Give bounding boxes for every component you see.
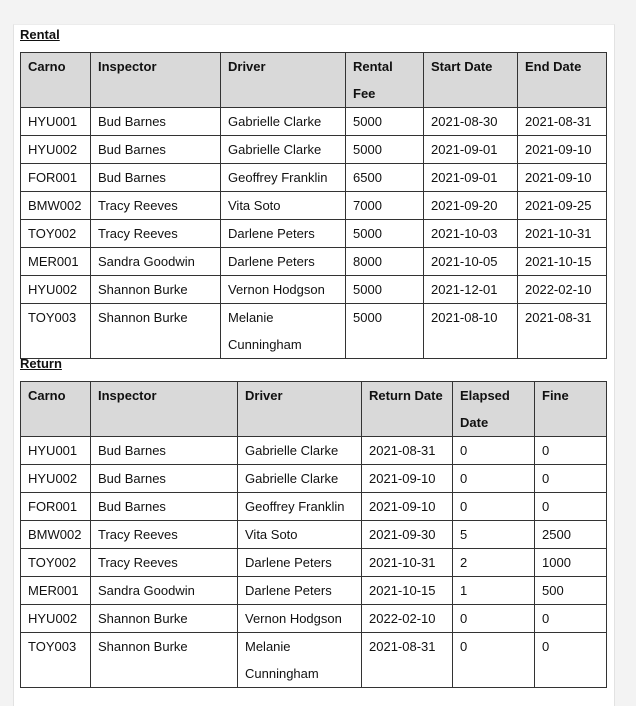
rental-cell-start-date: 2021-09-20 (424, 192, 518, 220)
column-header-inspector: Inspector (91, 382, 238, 437)
rental-cell-start-date: 2021-09-01 (424, 136, 518, 164)
return-cell-inspector: Bud Barnes (91, 437, 238, 465)
column-header-rental-fee: Rental Fee (346, 53, 424, 108)
return-cell-return-date: 2021-10-15 (362, 577, 453, 605)
return-cell-driver: Melanie Cunningham (238, 633, 362, 688)
rental-cell-end-date: 2021-09-10 (518, 136, 607, 164)
return-table-row (21, 549, 607, 577)
rental-cell-carno: HYU001 (21, 108, 91, 136)
rental-table (20, 52, 607, 359)
return-cell-elapsed-date: 5 (453, 521, 535, 549)
rental-cell-end-date: 2021-08-31 (518, 304, 607, 359)
return-cell-elapsed-date: 0 (453, 605, 535, 633)
rental-cell-rental-fee: 8000 (346, 248, 424, 276)
return-table-row (21, 437, 607, 465)
return-cell-inspector: Shannon Burke (91, 605, 238, 633)
return-cell-fine: 0 (535, 605, 607, 633)
return-cell-driver: Geoffrey Franklin (238, 493, 362, 521)
return-cell-inspector: Tracy Reeves (91, 521, 238, 549)
rental-cell-carno: FOR001 (21, 164, 91, 192)
return-cell-carno: FOR001 (21, 493, 91, 521)
rental-cell-driver: Darlene Peters (221, 248, 346, 276)
rental-table-row (21, 276, 607, 304)
rental-cell-carno: BMW002 (21, 192, 91, 220)
rental-cell-rental-fee: 7000 (346, 192, 424, 220)
rental-cell-end-date: 2022-02-10 (518, 276, 607, 304)
rental-table-row (21, 304, 607, 359)
rental-cell-driver: Gabrielle Clarke (221, 136, 346, 164)
return-header-row (21, 382, 607, 437)
return-cell-inspector: Bud Barnes (91, 465, 238, 493)
rental-cell-start-date: 2021-09-01 (424, 164, 518, 192)
return-table-row (21, 633, 607, 688)
rental-cell-rental-fee: 5000 (346, 136, 424, 164)
return-cell-driver: Vita Soto (238, 521, 362, 549)
rental-cell-start-date: 2021-10-05 (424, 248, 518, 276)
rental-cell-carno: TOY003 (21, 304, 91, 359)
return-cell-carno: MER001 (21, 577, 91, 605)
return-table-row (21, 465, 607, 493)
rental-cell-rental-fee: 5000 (346, 108, 424, 136)
return-cell-return-date: 2022-02-10 (362, 605, 453, 633)
rental-table-row (21, 192, 607, 220)
return-cell-inspector: Sandra Goodwin (91, 577, 238, 605)
rental-cell-end-date: 2021-09-10 (518, 164, 607, 192)
rental-cell-driver: Gabrielle Clarke (221, 108, 346, 136)
rental-section-title: Rental (20, 27, 60, 42)
return-cell-fine: 2500 (535, 521, 607, 549)
rental-cell-carno: HYU002 (21, 276, 91, 304)
column-header-carno: Carno (21, 382, 91, 437)
column-header-end-date: End Date (518, 53, 607, 108)
return-table-row (21, 605, 607, 633)
rental-cell-end-date: 2021-09-25 (518, 192, 607, 220)
return-cell-carno: BMW002 (21, 521, 91, 549)
column-header-carno: Carno (21, 53, 91, 108)
rental-table-row (21, 136, 607, 164)
rental-cell-rental-fee: 6500 (346, 164, 424, 192)
return-cell-driver: Vernon Hodgson (238, 605, 362, 633)
column-header-driver: Driver (221, 53, 346, 108)
rental-cell-inspector: Bud Barnes (91, 108, 221, 136)
return-cell-driver: Gabrielle Clarke (238, 437, 362, 465)
column-header-inspector: Inspector (91, 53, 221, 108)
return-cell-inspector: Bud Barnes (91, 493, 238, 521)
rental-table-row (21, 108, 607, 136)
return-cell-return-date: 2021-09-10 (362, 465, 453, 493)
rental-cell-start-date: 2021-08-10 (424, 304, 518, 359)
return-cell-return-date: 2021-08-31 (362, 633, 453, 688)
column-header-driver: Driver (238, 382, 362, 437)
rental-cell-inspector: Sandra Goodwin (91, 248, 221, 276)
return-table-row (21, 577, 607, 605)
return-cell-elapsed-date: 0 (453, 465, 535, 493)
return-cell-carno: HYU002 (21, 465, 91, 493)
rental-cell-driver: Melanie Cunningham (221, 304, 346, 359)
rental-cell-carno: MER001 (21, 248, 91, 276)
return-cell-elapsed-date: 2 (453, 549, 535, 577)
return-table-row (21, 521, 607, 549)
return-cell-carno: TOY002 (21, 549, 91, 577)
rental-table-row (21, 164, 607, 192)
rental-cell-inspector: Bud Barnes (91, 136, 221, 164)
return-table-row (21, 493, 607, 521)
rental-cell-driver: Geoffrey Franklin (221, 164, 346, 192)
rental-cell-end-date: 2021-08-31 (518, 108, 607, 136)
return-cell-inspector: Shannon Burke (91, 633, 238, 688)
rental-cell-inspector: Tracy Reeves (91, 220, 221, 248)
rental-cell-inspector: Shannon Burke (91, 276, 221, 304)
rental-cell-driver: Darlene Peters (221, 220, 346, 248)
return-cell-fine: 1000 (535, 549, 607, 577)
return-cell-inspector: Tracy Reeves (91, 549, 238, 577)
return-cell-fine: 0 (535, 633, 607, 688)
column-header-elapsed-date: Elapsed Date (453, 382, 535, 437)
rental-cell-rental-fee: 5000 (346, 220, 424, 248)
column-header-start-date: Start Date (424, 53, 518, 108)
return-cell-return-date: 2021-09-10 (362, 493, 453, 521)
rental-cell-start-date: 2021-08-30 (424, 108, 518, 136)
return-cell-carno: HYU001 (21, 437, 91, 465)
return-cell-fine: 500 (535, 577, 607, 605)
column-header-return-date: Return Date (362, 382, 453, 437)
return-table (20, 381, 607, 688)
return-cell-carno: HYU002 (21, 605, 91, 633)
rental-cell-carno: HYU002 (21, 136, 91, 164)
document-page (13, 24, 615, 706)
rental-cell-rental-fee: 5000 (346, 276, 424, 304)
rental-cell-inspector: Bud Barnes (91, 164, 221, 192)
return-cell-elapsed-date: 1 (453, 577, 535, 605)
return-cell-driver: Gabrielle Clarke (238, 465, 362, 493)
rental-cell-start-date: 2021-10-03 (424, 220, 518, 248)
rental-cell-driver: Vita Soto (221, 192, 346, 220)
return-cell-elapsed-date: 0 (453, 437, 535, 465)
rental-cell-end-date: 2021-10-31 (518, 220, 607, 248)
return-cell-driver: Darlene Peters (238, 549, 362, 577)
return-cell-driver: Darlene Peters (238, 577, 362, 605)
return-cell-return-date: 2021-09-30 (362, 521, 453, 549)
return-cell-carno: TOY003 (21, 633, 91, 688)
rental-table-row (21, 220, 607, 248)
return-cell-return-date: 2021-10-31 (362, 549, 453, 577)
rental-cell-start-date: 2021-12-01 (424, 276, 518, 304)
return-section-title: Return (20, 356, 62, 371)
return-cell-return-date: 2021-08-31 (362, 437, 453, 465)
rental-cell-driver: Vernon Hodgson (221, 276, 346, 304)
return-cell-elapsed-date: 0 (453, 633, 535, 688)
column-header-fine: Fine (535, 382, 607, 437)
return-cell-fine: 0 (535, 437, 607, 465)
rental-cell-carno: TOY002 (21, 220, 91, 248)
rental-table-row (21, 248, 607, 276)
rental-cell-inspector: Shannon Burke (91, 304, 221, 359)
rental-cell-rental-fee: 5000 (346, 304, 424, 359)
rental-header-row (21, 53, 607, 108)
rental-cell-inspector: Tracy Reeves (91, 192, 221, 220)
return-cell-fine: 0 (535, 465, 607, 493)
return-cell-elapsed-date: 0 (453, 493, 535, 521)
return-cell-fine: 0 (535, 493, 607, 521)
rental-cell-end-date: 2021-10-15 (518, 248, 607, 276)
